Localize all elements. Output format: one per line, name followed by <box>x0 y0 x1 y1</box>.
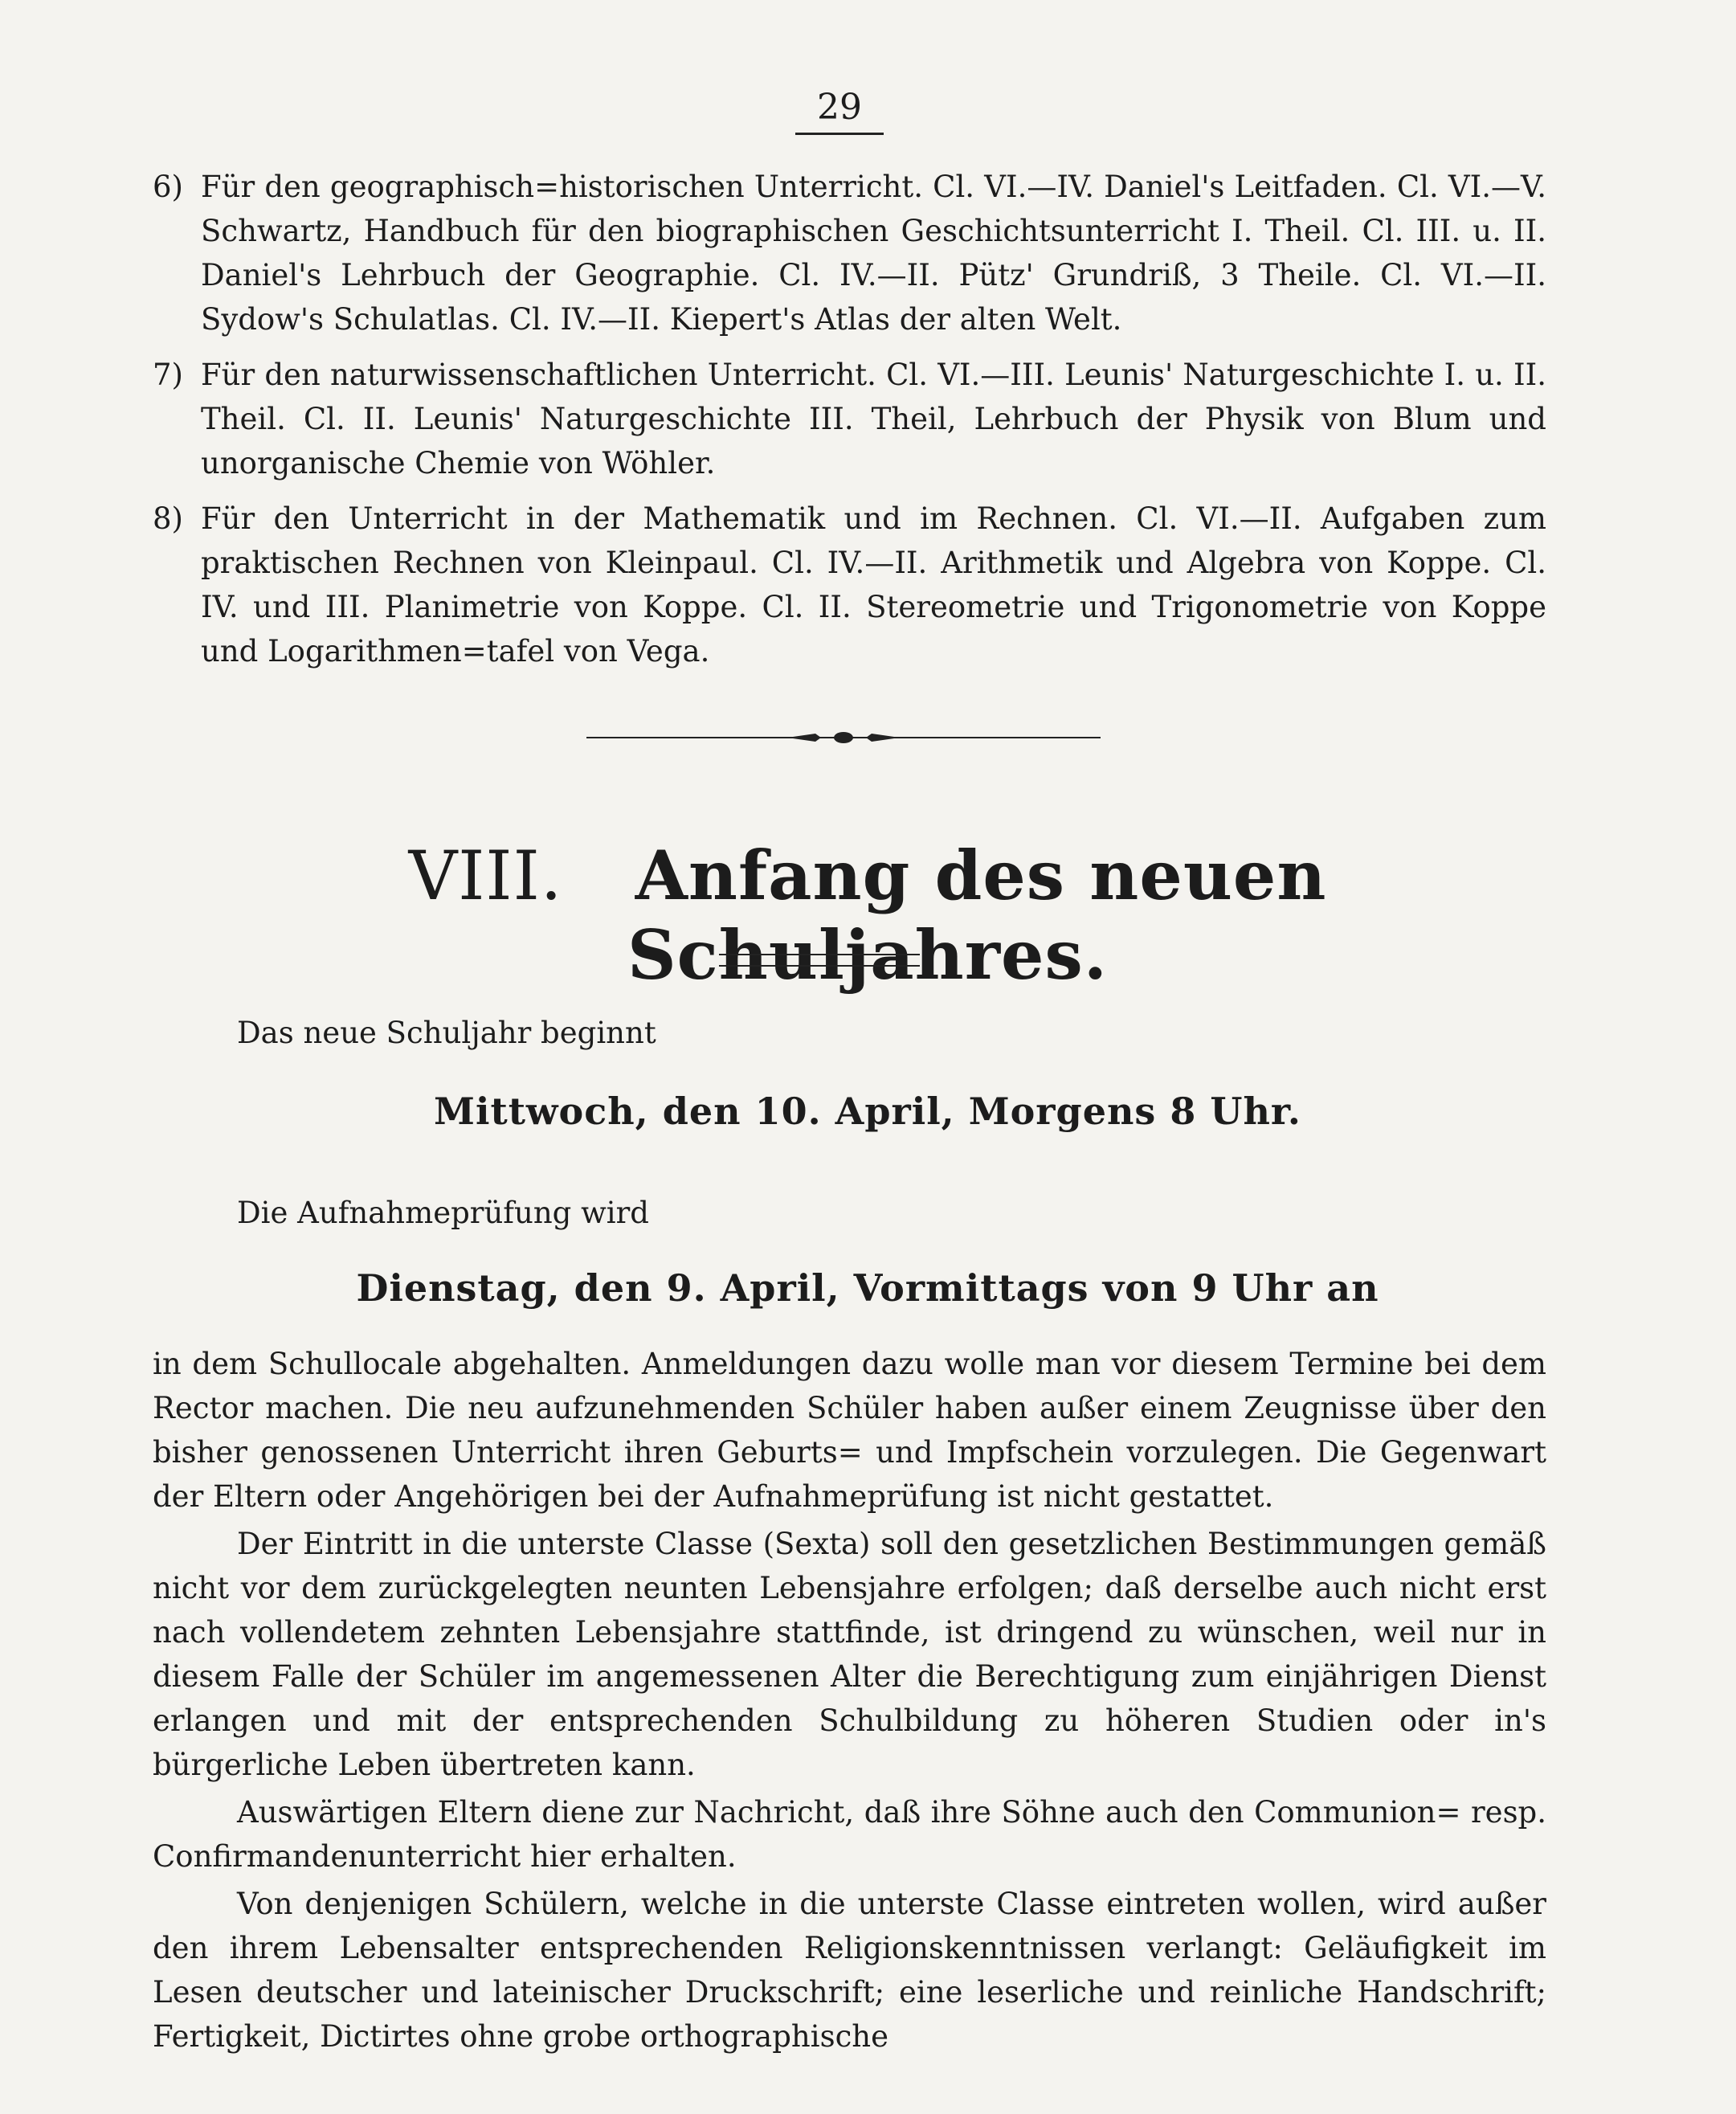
list-item <box>153 165 1546 341</box>
ornamental-divider <box>586 728 1101 747</box>
exam-date: Dienstag, den 9. April, Vormittags von 9 Uhr an <box>356 1266 1379 1310</box>
list-item-number: 8) <box>153 501 183 536</box>
list-item-number: 7) <box>153 358 183 392</box>
section-heading <box>161 836 1575 995</box>
list-item-text: Für den Unterricht in der Mathematik und im Rechnen. Cl. VI.—II. Aufgaben zum praktischen Rechnen von Kleinpaul. Cl. IV.—II. Arithmetik und Algebra von Koppe. Cl. IV. und III. Planimetrie von Koppe. Cl. II. Stereometrie und Trigonometrie von Koppe und Logarithmen=tafel von Vega. <box>201 501 1546 669</box>
textbook-list <box>153 165 1546 685</box>
list-item <box>153 353 1546 485</box>
section-number: VIII. <box>408 836 563 915</box>
paragraph: in dem Schullocale abgehalten. Anmeldungen dazu wolle man vor diesem Termine bei dem Rector machen. Die neu aufzunehmenden Schüler haben außer einem Zeugnisse über den bisher genossenen Unterricht ihren Geburts= und Impfschein vorzulegen. Die Gegenwart der Eltern oder Angehörigen bei der Aufnahmeprüfung ist nicht gestattet. <box>153 1347 1546 1514</box>
list-item-text: Für den naturwissenschaftlichen Unterricht. Cl. VI.—III. Leunis' Naturgeschichte I. u. II. Theil. Cl. II. Leunis' Naturgeschichte III. Theil, Lehrbuch der Physik von Blum und unorganische Chemie von Wöhler. <box>201 358 1546 480</box>
heading-double-rule <box>719 954 920 967</box>
list-item-text: Für den geographisch=historischen Unterricht. Cl. VI.—IV. Daniel's Leitfaden. Cl. VI.—V. Schwartz, Handbuch für den biographischen Geschichtsunterricht I. Theil. Cl. III. u. II. Daniel's Lehrbuch der Geographie. Cl. IV.—II. Pütz' Grundriß, 3 Theile. Cl. VI.—II. Sydow's Schulatlas. Cl. IV.—II. Kiepert's Atlas der alten Welt. <box>201 170 1546 337</box>
paragraph: Auswärtigen Eltern diene zur Nachricht, daß ihre Söhne auch den Communion= resp. Confirmandenunterricht hier erhalten. <box>153 1795 1546 1874</box>
intro-line-2: Die Aufnahmeprüfung wird <box>237 1196 649 1230</box>
paragraph: Der Eintritt in die unterste Classe (Sexta) soll den gesetzlichen Bestimmungen gemäß nicht vor dem zurückgelegten neunten Lebensjahre erfolgen; daß derselbe auch nicht erst nach vollendetem zehnten Lebensjahre stattfinde, ist dringend zu wünschen, weil nur in diesem Falle der Schüler im angemessenen Alter die Berechtigung zum einjährigen Dienst erlangen und mit der entsprechenden Schulbildung zu höheren Studien oder in's bürgerliche Leben übertreten kann. <box>153 1527 1546 1782</box>
intro-line-1: Das neue Schuljahr beginnt <box>237 1016 656 1050</box>
page-number: 29 <box>795 87 884 135</box>
paragraph: Von denjenigen Schülern, welche in die unterste Classe eintreten wollen, wird außer den ihrem Lebensalter entsprechenden Religionskenntnissen verlangt: Geläufigkeit im Lesen deutscher und lateinischer Druckschrift; eine leserliche und reinliche Handschrift; Fertigkeit, Dictirtes ohne grobe orthographische <box>153 1887 1546 2054</box>
start-date: Mittwoch, den 10. April, Morgens 8 Uhr. <box>434 1090 1301 1133</box>
section-title: Anfang des neuen Schuljahres. <box>627 836 1327 995</box>
list-item-number: 6) <box>153 170 183 204</box>
list-item <box>153 497 1546 673</box>
body-text <box>153 1342 1546 2059</box>
